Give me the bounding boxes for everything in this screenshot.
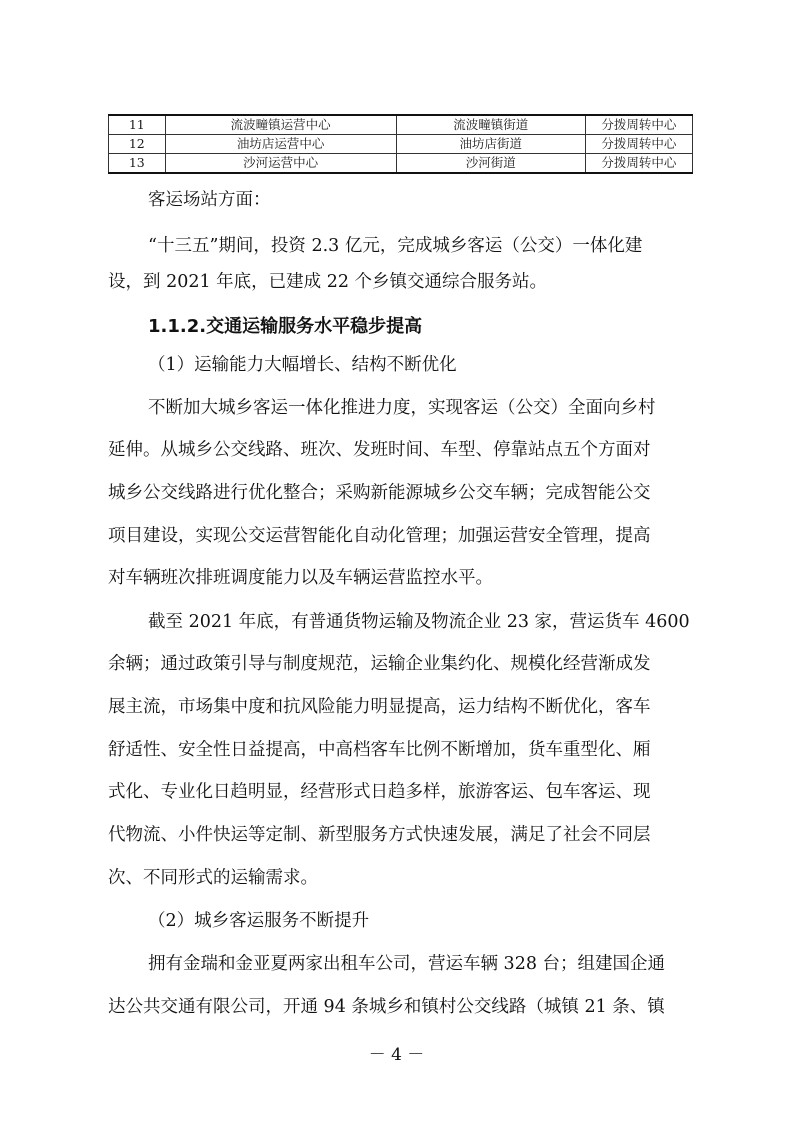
center-type: 分拨周转中心: [585, 154, 692, 174]
paragraph-line: 舒适性、安全性日益提高，中高档客车比例不断增加，货车重型化、厢: [108, 740, 651, 760]
paragraph-line: 客运场站方面：: [148, 190, 271, 210]
center-location: 沙河街道: [396, 154, 585, 174]
paragraph-line: 设，到 2021 年底，已建成 22 个乡镇交通综合服务站。: [108, 272, 548, 292]
paragraph-line: 式化、专业化日趋明显，经营形式日趋多样，旅游客运、包车客运、现: [108, 782, 651, 802]
row-number: 12: [109, 135, 166, 154]
page-number: － 4 －: [368, 1045, 425, 1065]
paragraph-line: 代物流、小件快运等定制、新型服务方式快速发展，满足了社会不同层: [108, 825, 651, 845]
paragraph-line: 不断加大城乡客运一体化推进力度，实现客运（公交）全面向乡村: [148, 398, 656, 418]
paragraph-line: 达公共交通有限公司，开通 94 条城乡和镇村公交线路（城镇 21 条、镇: [108, 997, 665, 1017]
service-center-table: [108, 114, 693, 174]
center-location: 流波疃镇街道: [396, 115, 585, 135]
paragraph-line: 延伸。从城乡公交线路、班次、发班时间、车型、停靠站点五个方面对: [108, 440, 651, 460]
paragraph-line: 截至 2021 年底，有普通货物运输及物流企业 23 家，营运货车 4600: [148, 612, 690, 632]
subsection-heading: （1）运输能力大幅增长、结构不断优化: [148, 355, 457, 375]
paragraph-line: 拥有金瑞和金亚夏两家出租车公司，营运车辆 328 台；组建国企通: [148, 954, 666, 974]
center-location: 油坊店街道: [396, 135, 585, 154]
row-number: 13: [109, 154, 166, 174]
center-type: 分拨周转中心: [585, 115, 692, 135]
section-heading: 1.1.2.交通运输服务水平稳步提高: [148, 316, 423, 337]
table-row: [109, 135, 693, 154]
center-type: 分拨周转中心: [585, 135, 692, 154]
center-name: 流波疃镇运营中心: [165, 115, 396, 135]
table-row: [109, 154, 693, 174]
paragraph-line: 对车辆班次排班调度能力以及车辆运营监控水平。: [108, 568, 493, 588]
center-name: 油坊店运营中心: [165, 135, 396, 154]
paragraph-line: 项目建设，实现公交运营智能化自动化管理；加强运营安全管理，提高: [108, 526, 651, 546]
row-number: 11: [109, 115, 166, 135]
paragraph-line: 城乡公交线路进行优化整合；采购新能源城乡公交车辆；完成智能公交: [108, 483, 651, 503]
paragraph-line: 余辆；通过政策引导与制度规范，运输企业集约化、规模化经营渐成发: [108, 654, 651, 674]
subsection-heading: （2）城乡客运服务不断提升: [148, 911, 370, 931]
paragraph-line: 次、不同形式的运输需求。: [108, 868, 318, 888]
paragraph-line: “十三五”期间，投资 2.3 亿元，完成城乡客运（公交）一体化建: [148, 236, 643, 256]
center-name: 沙河运营中心: [165, 154, 396, 174]
table-row: [109, 115, 693, 135]
paragraph-line: 展主流，市场集中度和抗风险能力明显提高，运力结构不断优化，客车: [108, 697, 651, 717]
